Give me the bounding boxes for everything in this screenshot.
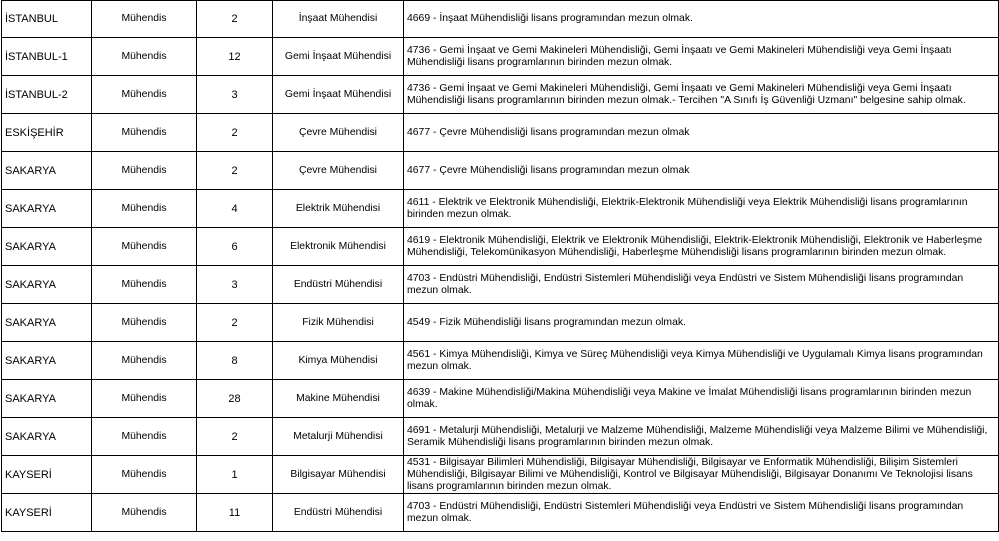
city-cell: SAKARYA (2, 380, 92, 418)
department-cell: Bilgisayar Mühendisi (273, 456, 404, 494)
count-cell: 8 (197, 342, 273, 380)
title-cell: Mühendis (92, 190, 197, 228)
title-cell: Mühendis (92, 228, 197, 266)
department-cell: Endüstri Mühendisi (273, 494, 404, 532)
city-cell: SAKARYA (2, 266, 92, 304)
count-cell: 3 (197, 76, 273, 114)
city-cell: ESKİŞEHİR (2, 114, 92, 152)
department-cell: Endüstri Mühendisi (273, 266, 404, 304)
count-cell: 12 (197, 38, 273, 76)
table-row (2, 456, 999, 494)
department-cell: Makine Mühendisi (273, 380, 404, 418)
city-cell: SAKARYA (2, 190, 92, 228)
requirement-cell: 4703 - Endüstri Mühendisliği, Endüstri Sistemleri Mühendisliği veya Endüstri ve Sistem Mühendisliği lisans programından mezun olmak. (404, 266, 999, 304)
city-cell: SAKARYA (2, 342, 92, 380)
department-cell: Fizik Mühendisi (273, 304, 404, 342)
title-cell: Mühendis (92, 304, 197, 342)
table-row (2, 304, 999, 342)
table-row (2, 152, 999, 190)
requirement-cell: 4669 - İnşaat Mühendisliği lisans programından mezun olmak. (404, 1, 999, 38)
table-row (2, 228, 999, 266)
table-row (2, 38, 999, 76)
department-cell: Elektronik Mühendisi (273, 228, 404, 266)
title-cell: Mühendis (92, 494, 197, 532)
positions-table-body (2, 1, 999, 532)
requirement-cell: 4611 - Elektrik ve Elektronik Mühendisliği, Elektrik-Elektronik Mühendisliği veya Elektrik Mühendisliği lisans programlarının birinden mezun olmak. (404, 190, 999, 228)
count-cell: 4 (197, 190, 273, 228)
requirement-cell: 4531 - Bilgisayar Bilimleri Mühendisliği, Bilgisayar Mühendisliği, Bilgisayar ve Enformatik Mühendisliği, Bilişim Sistemleri Mühendisliği, Bilgisayar Bilimi ve Mühendisliği, Kontrol ve Bilgisayar Mühendisliği, Bilgisayar Donanımı Ve Teknolojisi lisans lisans programlarının birinden mezun olmak. (404, 456, 999, 494)
table-row (2, 266, 999, 304)
department-cell: Elektrik Mühendisi (273, 190, 404, 228)
requirement-cell: 4736 - Gemi İnşaat ve Gemi Makineleri Mühendisliği, Gemi İnşaatı ve Gemi Makineleri Mühendisliği veya Gemi İnşaatı Mühendisliği lisans programlarının birinden mezun olmak.- Tercihen "A Sınıfı İş Güvenliği Uzmanı" belgesine sahip olmak. (404, 76, 999, 114)
table-row (2, 494, 999, 532)
table-row (2, 418, 999, 456)
count-cell: 11 (197, 494, 273, 532)
table-row (2, 380, 999, 418)
title-cell: Mühendis (92, 418, 197, 456)
city-cell: SAKARYA (2, 418, 92, 456)
title-cell: Mühendis (92, 114, 197, 152)
title-cell: Mühendis (92, 152, 197, 190)
department-cell: Gemi İnşaat Mühendisi (273, 38, 404, 76)
count-cell: 2 (197, 304, 273, 342)
department-cell: Gemi İnşaat Mühendisi (273, 76, 404, 114)
requirement-cell: 4639 - Makine Mühendisliği/Makina Mühendisliği veya Makine ve İmalat Mühendisliği lisans programlarının birinden mezun olmak. (404, 380, 999, 418)
requirement-cell: 4619 - Elektronik Mühendisliği, Elektrik ve Elektronik Mühendisliği, Elektrik-Elektronik Mühendisliği, Elektronik ve Haberleşme Mühendisliği, Telekomünikasyon Mühendisliği, Haberleşme Mühendisliği lisans programlarının birinden mezun olmak. (404, 228, 999, 266)
count-cell: 1 (197, 456, 273, 494)
city-cell: SAKARYA (2, 304, 92, 342)
department-cell: Çevre Mühendisi (273, 152, 404, 190)
department-cell: Çevre Mühendisi (273, 114, 404, 152)
requirement-cell: 4736 - Gemi İnşaat ve Gemi Makineleri Mühendisliği, Gemi İnşaatı ve Gemi Makineleri Mühendisliği veya Gemi İnşaatı Mühendisliği lisans programlarının birinden mezun olmak. (404, 38, 999, 76)
city-cell: KAYSERİ (2, 456, 92, 494)
department-cell: Kimya Mühendisi (273, 342, 404, 380)
count-cell: 2 (197, 152, 273, 190)
table-row (2, 342, 999, 380)
requirement-cell: 4549 - Fizik Mühendisliği lisans programından mezun olmak. (404, 304, 999, 342)
title-cell: Mühendis (92, 1, 197, 38)
title-cell: Mühendis (92, 266, 197, 304)
title-cell: Mühendis (92, 38, 197, 76)
city-cell: SAKARYA (2, 228, 92, 266)
table-row (2, 190, 999, 228)
title-cell: Mühendis (92, 76, 197, 114)
count-cell: 6 (197, 228, 273, 266)
city-cell: İSTANBUL (2, 1, 92, 38)
requirement-cell: 4677 - Çevre Mühendisliği lisans programından mezun olmak (404, 152, 999, 190)
table-row (2, 1, 999, 38)
requirement-cell: 4703 - Endüstri Mühendisliği, Endüstri Sistemleri Mühendisliği veya Endüstri ve Sistem Mühendisliği lisans programından mezun olmak. (404, 494, 999, 532)
count-cell: 2 (197, 1, 273, 38)
requirement-cell: 4561 - Kimya Mühendisliği, Kimya ve Süreç Mühendisliği veya Kimya Mühendisliği ve Uygulamalı Kimya lisans programından mezun olmak. (404, 342, 999, 380)
count-cell: 2 (197, 418, 273, 456)
department-cell: İnşaat Mühendisi (273, 1, 404, 38)
table-row (2, 114, 999, 152)
title-cell: Mühendis (92, 456, 197, 494)
requirement-cell: 4677 - Çevre Mühendisliği lisans programından mezun olmak (404, 114, 999, 152)
positions-table (1, 0, 999, 532)
title-cell: Mühendis (92, 342, 197, 380)
city-cell: KAYSERİ (2, 494, 92, 532)
city-cell: SAKARYA (2, 152, 92, 190)
count-cell: 2 (197, 114, 273, 152)
title-cell: Mühendis (92, 380, 197, 418)
count-cell: 28 (197, 380, 273, 418)
department-cell: Metalurji Mühendisi (273, 418, 404, 456)
count-cell: 3 (197, 266, 273, 304)
city-cell: İSTANBUL-2 (2, 76, 92, 114)
table-row (2, 76, 999, 114)
requirement-cell: 4691 - Metalurji Mühendisliği, Metalurji ve Malzeme Mühendisliği, Malzeme Mühendisliği veya Malzeme Bilimi ve Mühendisliği, Seramik Mühendisliği lisans programlarının birinden mezun olmak. (404, 418, 999, 456)
city-cell: İSTANBUL-1 (2, 38, 92, 76)
